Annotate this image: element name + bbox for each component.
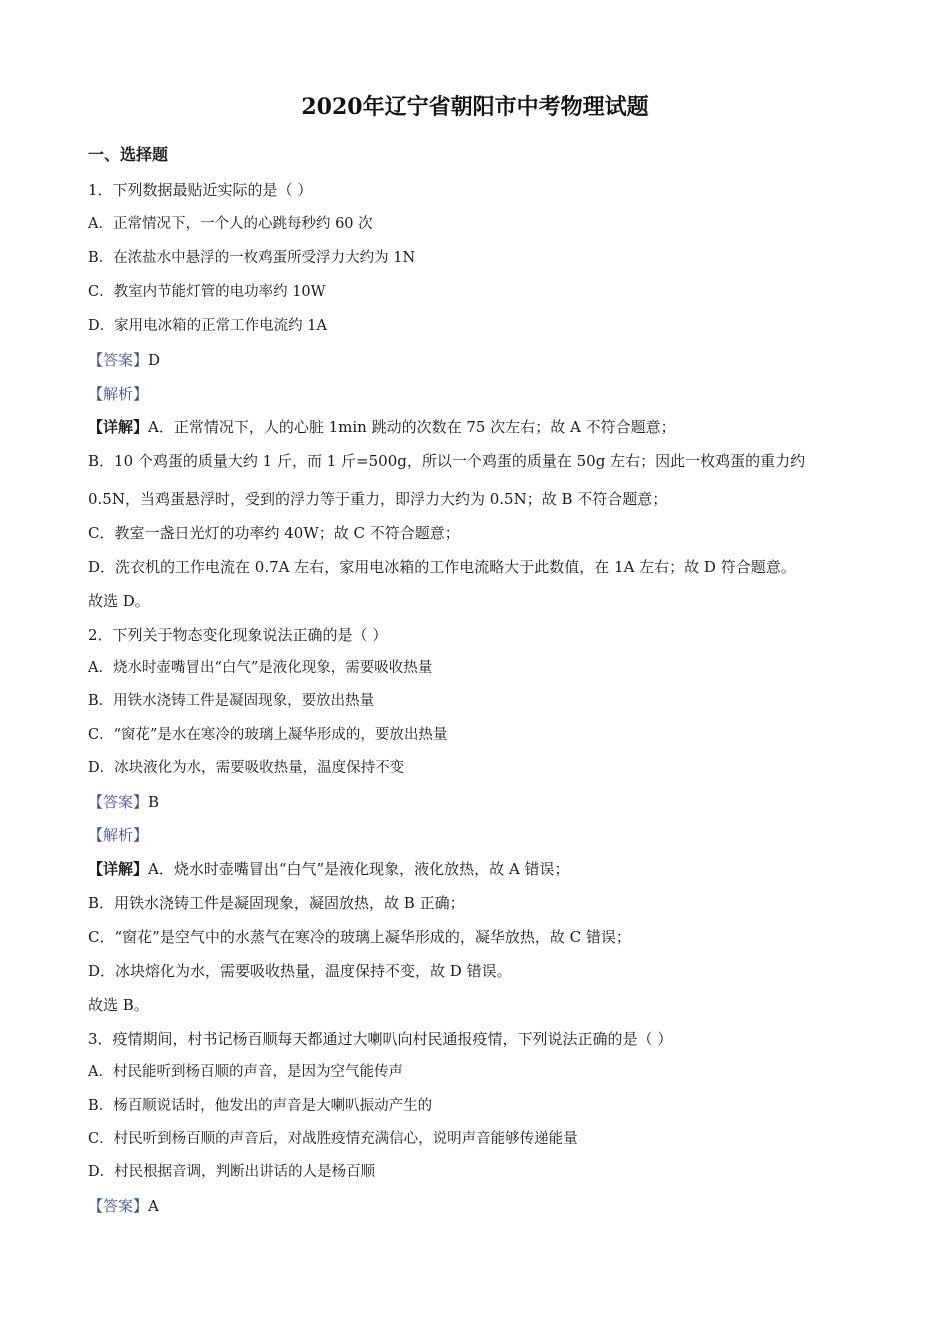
answer-value: A — [148, 1197, 159, 1215]
question-3-option-c: C．村民听到杨百顺的声音后，对战胜疫情充满信心，说明声音能够传递能量 — [88, 1131, 578, 1147]
answer-value: D — [148, 351, 161, 369]
question-2-option-a: A．烧水时壶嘴冒出“白气”是液化现象，需要吸收热量 — [88, 660, 433, 676]
question-2-stem: 2．下列关于物态变化现象说法正确的是（ ） — [88, 626, 388, 644]
question-1-detail-1 — [88, 417, 676, 437]
detail-text: A．正常情况下，人的心脏 1min 跳动的次数在 75 次左右；故 A 不符合题意； — [148, 418, 676, 436]
question-2-choice: 故选 B。 — [88, 996, 149, 1014]
question-1-option-d: D．家用电冰箱的正常工作电流约 1A — [88, 318, 327, 334]
section-heading: 一、选择题 — [88, 145, 169, 164]
question-3-option-a: A．村民能听到杨百顺的声音，是因为空气能传声 — [88, 1064, 403, 1080]
question-2-detail-1 — [88, 859, 570, 879]
question-3-answer — [88, 1196, 159, 1216]
question-1-option-a: A．正常情况下，一个人的心跳每秒约 60 次 — [88, 216, 373, 232]
question-1-option-c: C．教室内节能灯管的电功率约 10W — [88, 284, 326, 300]
page-title: 2020年辽宁省朝阳市中考物理试题 — [301, 94, 649, 120]
answer-label: 【答案】 — [88, 1197, 149, 1215]
question-1-option-b: B．在浓盐水中悬浮的一枚鸡蛋所受浮力大约为 1N — [88, 250, 416, 266]
question-2-option-c: C．“窗花”是水在寒冷的玻璃上凝华形成的，要放出热量 — [88, 727, 448, 743]
question-1-detail-2: B．10 个鸡蛋的质量大约 1 斤，而 1 斤=500g，所以一个鸡蛋的质量在 50g 左右；因此一枚鸡蛋的重力约 — [88, 452, 806, 470]
question-3-option-b: B．杨百顺说话时，他发出的声音是大喇叭振动产生的 — [88, 1098, 433, 1114]
answer-label: 【答案】 — [88, 793, 149, 811]
detail-label: 【详解】 — [88, 860, 149, 878]
detail-label: 【详解】 — [88, 418, 149, 436]
question-1-detail-3: 0.5N，当鸡蛋悬浮时，受到的浮力等于重力，即浮力大约为 0.5N；故 B 不符合题意； — [88, 490, 668, 508]
question-2-detail-2: B．用铁水浇铸工件是凝固现象，凝固放热，故 B 正确； — [88, 894, 465, 912]
question-1-detail-4: C．教室一盏日光灯的功率约 40W；故 C 不符合题意； — [88, 524, 460, 542]
question-3-stem: 3．疫情期间，村书记杨百顺每天都通过大喇叭向村民通报疫情，下列说法正确的是（ ） — [88, 1030, 673, 1048]
question-2-detail-3: C．“窗花”是空气中的水蒸气在寒冷的玻璃上凝华形成的，凝华放热，故 C 错误； — [88, 928, 631, 946]
question-2-detail-4: D．冰块熔化为水，需要吸收热量，温度保持不变，故 D 错误。 — [88, 962, 512, 980]
question-1-answer — [88, 350, 160, 370]
question-2-option-d: D．冰块液化为水，需要吸收热量，温度保持不变 — [88, 760, 405, 776]
detail-text: A．烧水时壶嘴冒出“白气”是液化现象，液化放热，故 A 错误； — [148, 860, 570, 878]
question-2-option-b: B．用铁水浇铸工件是凝固现象，要放出热量 — [88, 693, 375, 709]
question-1-choice: 故选 D。 — [88, 592, 150, 610]
question-1-analysis-label: 【解析】 — [88, 385, 149, 403]
question-2-answer — [88, 792, 159, 812]
answer-label: 【答案】 — [88, 351, 149, 369]
answer-value: B — [148, 793, 160, 811]
question-3-option-d: D．村民根据音调，判断出讲话的人是杨百顺 — [88, 1164, 376, 1180]
question-1-stem: 1．下列数据最贴近实际的是（ ） — [88, 181, 313, 199]
question-2-analysis-label: 【解析】 — [88, 826, 149, 844]
question-1-detail-5: D．洗衣机的工作电流在 0.7A 左右，家用电冰箱的工作电流略大于此数值，在 1A 左右；故 D 符合题意。 — [88, 558, 796, 576]
